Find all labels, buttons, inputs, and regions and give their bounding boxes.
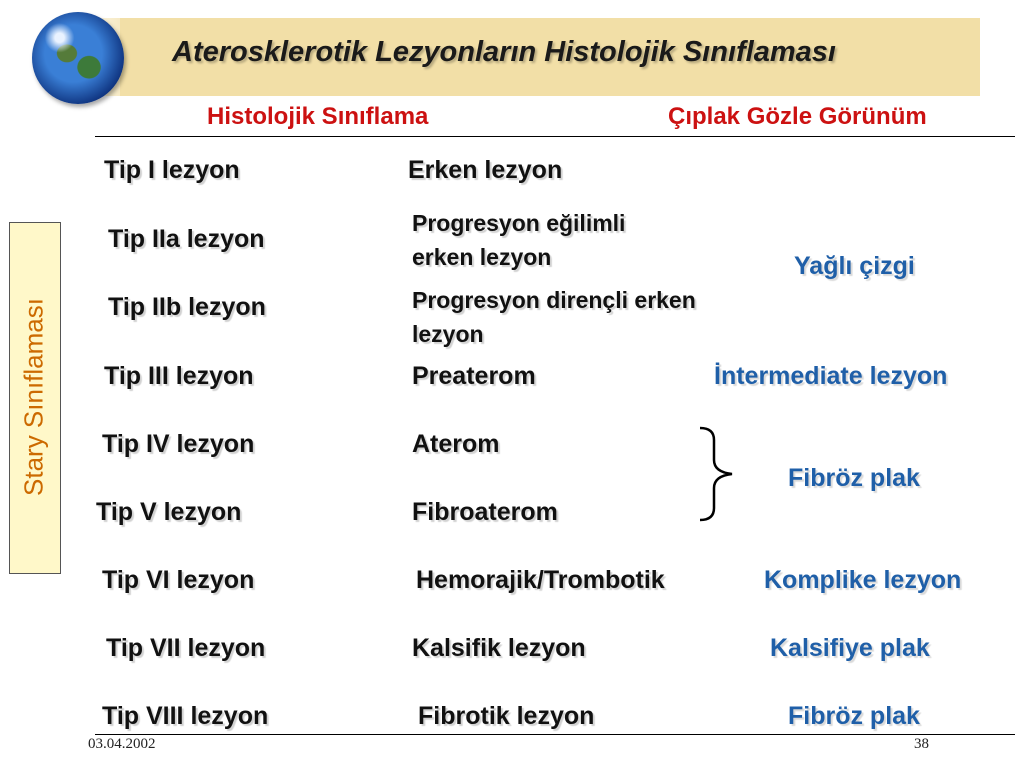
row-7-desc: Hemorajik/Trombotik [416, 566, 665, 594]
row-5-desc: Aterom [412, 430, 500, 458]
row-3-tip: Tip IIb lezyon [108, 293, 266, 321]
row-3-desc: Progresyon dirençli erken lezyon [412, 287, 696, 347]
row-6-tip: Tip V lezyon [96, 498, 242, 526]
slide-title: Aterosklerotik Lezyonların Histolojik Sınıflaması [172, 36, 836, 68]
header-macroscopic: Çıplak Gözle Görünüm [668, 103, 927, 130]
header-rule [95, 136, 1015, 137]
row-5-tip: Tip IV lezyon [102, 430, 255, 458]
row-1-desc: Erken lezyon [408, 156, 563, 184]
appearance-fibroz-plak: Fibröz plak [788, 464, 920, 492]
row-2-tip: Tip IIa lezyon [108, 225, 265, 253]
row-8-desc: Kalsifik lezyon [412, 634, 586, 662]
row-2-desc: Progresyon eğilimli erken lezyon [412, 210, 626, 270]
appearance-yagli-cizgi: Yağlı çizgi [794, 252, 915, 280]
header-histological: Histolojik Sınıflama [207, 103, 429, 130]
row-9-desc: Fibrotik lezyon [418, 702, 595, 730]
appearance-kalsifiye: Kalsifiye plak [770, 634, 930, 662]
row-4-desc: Preaterom [412, 362, 536, 390]
appearance-komplike: Komplike lezyon [764, 566, 962, 594]
appearance-intermediate: İntermediate lezyon [714, 362, 948, 390]
row-9-tip: Tip VIII lezyon [102, 702, 269, 730]
group-brace [698, 424, 738, 524]
globe-logo-icon [32, 12, 124, 104]
footer-rule [95, 734, 1015, 735]
footer-date: 03.04.2002 [88, 736, 156, 752]
side-label: Stary Sınıflaması [18, 298, 49, 496]
row-7-tip: Tip VI lezyon [102, 566, 255, 594]
footer-page-number: 38 [914, 736, 929, 752]
row-1-tip: Tip I lezyon [104, 156, 240, 184]
row-6-desc: Fibroaterom [412, 498, 558, 526]
row-8-tip: Tip VII lezyon [106, 634, 266, 662]
row-4-tip: Tip III lezyon [104, 362, 254, 390]
appearance-fibroz-plak-2: Fibröz plak [788, 702, 920, 730]
